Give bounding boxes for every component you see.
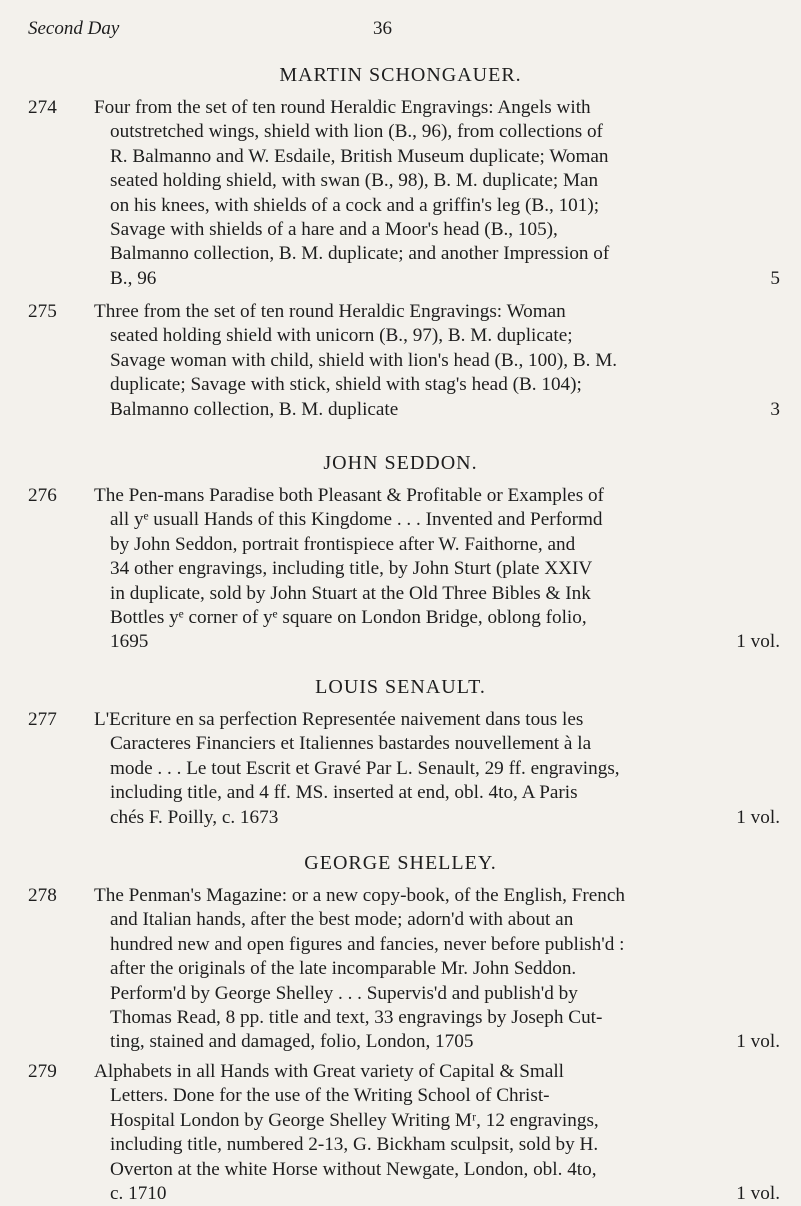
lot-line: Letters. Done for the use of the Writing School of Christ- — [110, 1085, 550, 1107]
lot-line-last — [94, 1030, 780, 1054]
lot-line: Savage with shields of a hare and a Moor's head (B., 105), — [110, 219, 558, 241]
running-header: Second Day — [28, 18, 120, 39]
lot-number: 274 — [28, 97, 57, 118]
lot-number: 278 — [28, 885, 57, 906]
lot-number: 275 — [28, 301, 57, 322]
lot-line: duplicate; Savage with stick, shield with stag's head (B. 104); — [110, 374, 582, 396]
lot-line: and Italian hands, after the best mode; adorn'd with about an — [110, 909, 574, 931]
lot-line-text: c. 1710 — [110, 1183, 167, 1205]
lot-line: mode . . . Le tout Escrit et Gravé Par L. Senault, 29 ff. engravings, — [110, 757, 620, 779]
lot-line: Perform'd by George Shelley . . . Supervis'd and publish'd by — [110, 982, 578, 1004]
lot-description — [94, 1060, 780, 1206]
lot-line-last — [94, 267, 780, 291]
lot-entry — [28, 708, 780, 830]
lot-line: by John Seddon, portrait frontispiece after W. Faithorne, and — [110, 533, 576, 555]
lot-line: Balmanno collection, B. M. duplicate; and another Impression of — [110, 243, 610, 265]
lot-line: Thomas Read, 8 pp. title and text, 33 engravings by Joseph Cut- — [110, 1007, 603, 1029]
lot-count: 3 — [770, 398, 780, 420]
lot-entry — [28, 484, 780, 655]
lot-line: Hospital London by George Shelley Writing Mʳ, 12 engravings, — [110, 1109, 599, 1131]
lot-number: 276 — [28, 485, 57, 506]
lot-line: Four from the set of ten round Heraldic Engravings: Angels with — [94, 97, 591, 118]
lot-description — [94, 96, 780, 291]
section-title: GEORGE SHELLEY. — [304, 852, 497, 874]
lot-count: 1 vol. — [736, 1031, 780, 1053]
lot-description — [94, 884, 780, 1055]
lot-entry — [28, 96, 780, 291]
lot-line-last — [94, 806, 780, 830]
section-title: LOUIS SENAULT. — [315, 676, 486, 698]
lot-line: Three from the set of ten round Heraldic Engravings: Woman — [94, 301, 566, 322]
lot-line: Savage woman with child, shield with lion's head (B., 100), B. M. — [110, 349, 618, 371]
lot-line-last — [94, 1182, 780, 1206]
lot-line: outstretched wings, shield with lion (B., 96), from collections of — [110, 121, 603, 143]
lot-line: seated holding shield, with swan (B., 98), B. M. duplicate; Man — [110, 170, 599, 192]
lot-line-text: ting, stained and damaged, folio, London, 1705 — [110, 1031, 474, 1053]
lot-line: Alphabets in all Hands with Great variety of Capital & Small — [94, 1061, 564, 1082]
lot-entry — [28, 1060, 780, 1206]
lot-line-text: Balmanno collection, B. M. duplicate — [110, 398, 399, 420]
lot-line: hundred new and open figures and fancies, never before publish'd : — [110, 933, 625, 955]
lot-description — [94, 300, 780, 422]
lot-entry — [28, 884, 780, 1055]
lot-line: Overton at the white Horse without Newgate, London, obl. 4to, — [110, 1158, 597, 1180]
lot-line: after the originals of the late incomparable Mr. John Seddon. — [110, 958, 577, 980]
lot-line: The Pen-mans Paradise both Pleasant & Profitable or Examples of — [94, 485, 604, 506]
lot-entry — [28, 300, 780, 422]
lot-line: 34 other engravings, including title, by John Sturt (plate XXIV — [110, 558, 593, 580]
lot-count: 1 vol. — [736, 806, 780, 828]
lot-line: Bottles yᵉ corner of yᵉ square on London Bridge, oblong folio, — [110, 607, 587, 629]
lot-line-last — [94, 398, 780, 422]
lot-line: seated holding shield with unicorn (B., 97), B. M. duplicate; — [110, 325, 573, 347]
lot-line-last — [94, 630, 780, 654]
lot-line: in duplicate, sold by John Stuart at the Old Three Bibles & Ink — [110, 582, 591, 604]
lot-description — [94, 708, 780, 830]
lot-count: 5 — [770, 267, 780, 289]
section-title: MARTIN SCHONGAUER. — [279, 64, 522, 86]
lot-count: 1 vol. — [736, 1183, 780, 1205]
lot-line-text: B., 96 — [110, 267, 157, 289]
lot-line: Caracteres Financiers et Italiennes bastardes nouvellement à la — [110, 733, 592, 755]
lot-description — [94, 484, 780, 655]
lot-line: The Penman's Magazine: or a new copy-book, of the English, French — [94, 885, 625, 906]
lot-line: L'Ecriture en sa perfection Representée naivement dans tous les — [94, 709, 584, 730]
lot-line: on his knees, with shields of a cock and a griffin's leg (B., 101); — [110, 194, 600, 216]
page-number: 36 — [373, 18, 392, 39]
lot-count: 1 vol. — [736, 631, 780, 653]
lot-number: 277 — [28, 709, 57, 730]
lot-line: including title, and 4 ff. MS. inserted at end, obl. 4to, A Paris — [110, 782, 578, 804]
lot-line-text: 1695 — [110, 631, 149, 653]
lot-number: 279 — [28, 1061, 57, 1082]
lot-line: including title, numbered 2-13, G. Bickham sculpsit, sold by H. — [110, 1134, 599, 1156]
lot-line: R. Balmanno and W. Esdaile, British Museum duplicate; Woman — [110, 145, 609, 167]
lot-line-text: chés F. Poilly, c. 1673 — [110, 806, 279, 828]
lot-line: all yᵉ usuall Hands of this Kingdome . . . Invented and Performd — [110, 509, 603, 531]
section-title: JOHN SEDDON. — [323, 452, 478, 474]
